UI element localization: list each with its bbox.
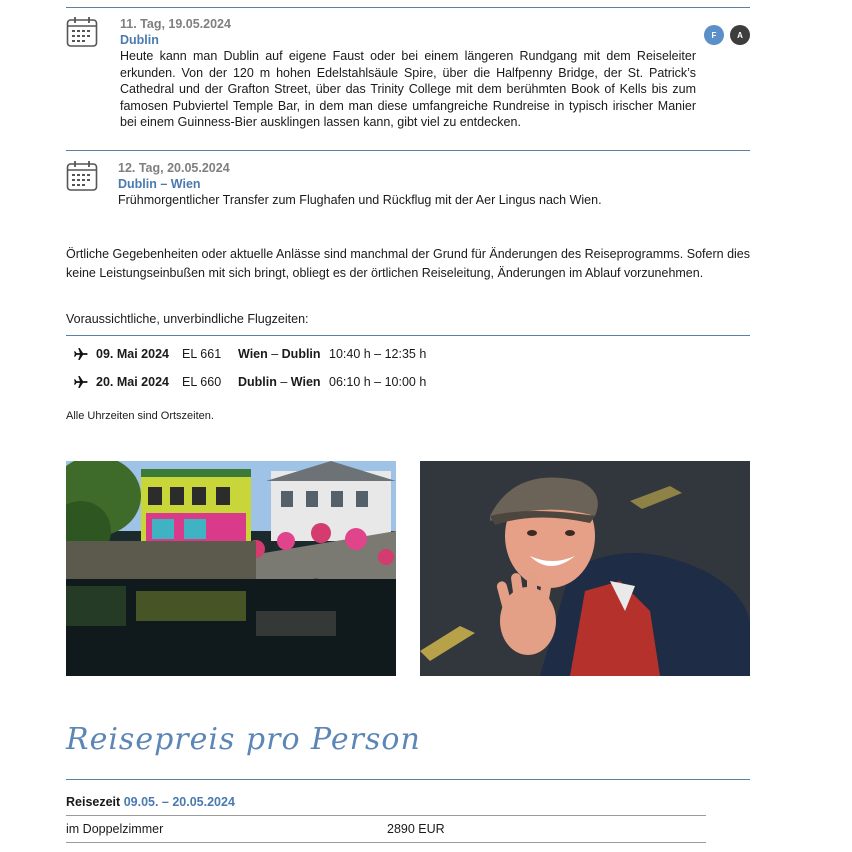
itinerary-day-12 xyxy=(66,160,756,215)
day-date: 12. Tag, 20.05.2024 xyxy=(118,161,230,175)
price-label: im Doppelzimmer xyxy=(66,822,164,836)
price-section-title: Reisepreis pro Person xyxy=(66,722,421,757)
day-title: Dublin – Wien xyxy=(118,177,201,191)
day-title: Dublin xyxy=(120,33,159,47)
travel-period xyxy=(66,795,235,809)
flight-destination: Dublin xyxy=(281,347,321,361)
divider-rule xyxy=(66,150,750,151)
flight-route xyxy=(238,375,329,389)
flight-destination: Wien xyxy=(290,375,321,389)
itinerary-day-11 xyxy=(66,16,756,136)
price-value: 2890 EUR xyxy=(387,822,445,836)
table-divider xyxy=(66,842,706,843)
flight-route xyxy=(238,347,329,361)
day-text xyxy=(120,16,696,131)
period-label: Reisezeit xyxy=(66,795,121,809)
route-dash: – xyxy=(267,347,282,361)
flights-heading: Voraussichtliche, unverbindliche Flugzeiten: xyxy=(66,312,309,326)
airplane-icon xyxy=(66,374,96,390)
photo-town-river xyxy=(66,461,396,676)
flight-origin: Wien xyxy=(238,347,268,361)
flight-time: 06:10 h – 10:00 h xyxy=(329,375,427,389)
flight-origin: Dublin xyxy=(238,375,277,389)
flight-code: EL 660 xyxy=(182,375,222,389)
table-divider xyxy=(66,815,706,816)
airplane-icon xyxy=(66,346,96,362)
day-text xyxy=(118,160,696,209)
route-dash: – xyxy=(276,375,291,389)
day-description: Heute kann man Dublin auf eigene Faust oder bei einem längeren Rundgang mit dem Reiseleiter erkunden. Von der 120 m hohen Edelstahlsäule Spire, über die Halfpenny Bridge, der St. Patrick’s Cathedral und der Grafton Street, über das Trinity College mit dem berühmten Book of Kells bis zum famosen Pubviertel Temple Bar, in dem man diese umfangreiche Rundreise in typisch irischer Manier bei einem Guinness-Bier ausklingen lassen kann, gibt viel zu entdecken. xyxy=(120,49,696,129)
top-rule xyxy=(66,7,750,8)
price-rule xyxy=(66,779,750,780)
photo-waving-man xyxy=(420,461,750,676)
flight-date: 09. Mai 2024 xyxy=(96,347,169,361)
period-value: 09.05. – 20.05.2024 xyxy=(123,795,235,809)
day-description: Frühmorgentlicher Transfer zum Flughafen und Rückflug mit der Aer Lingus nach Wien. xyxy=(118,193,602,207)
calendar-icon xyxy=(66,160,98,192)
day-date: 11. Tag, 19.05.2024 xyxy=(120,17,231,31)
flight-row xyxy=(66,372,426,392)
flight-row xyxy=(66,344,426,364)
flights-note: Alle Uhrzeiten sind Ortszeiten. xyxy=(66,410,214,422)
flight-code: EL 661 xyxy=(182,347,222,361)
badge-dinner: A xyxy=(730,25,750,45)
flight-date: 20. Mai 2024 xyxy=(96,375,169,389)
flight-time: 10:40 h – 12:35 h xyxy=(329,347,427,361)
badge-breakfast: F xyxy=(704,25,724,45)
calendar-icon xyxy=(66,16,98,48)
program-change-notice: Örtliche Gegebenheiten oder aktuelle Anlässe sind manchmal der Grund für Änderungen des Reiseprogramms. Sofern dies keine Leistungseinbußen mit sich bringt, obliegt es der örtlichen Reiseleitung, Änderungen im Ablauf vorzunehmen. xyxy=(66,247,750,280)
meal-badges xyxy=(704,25,750,45)
flights-rule xyxy=(66,335,750,336)
